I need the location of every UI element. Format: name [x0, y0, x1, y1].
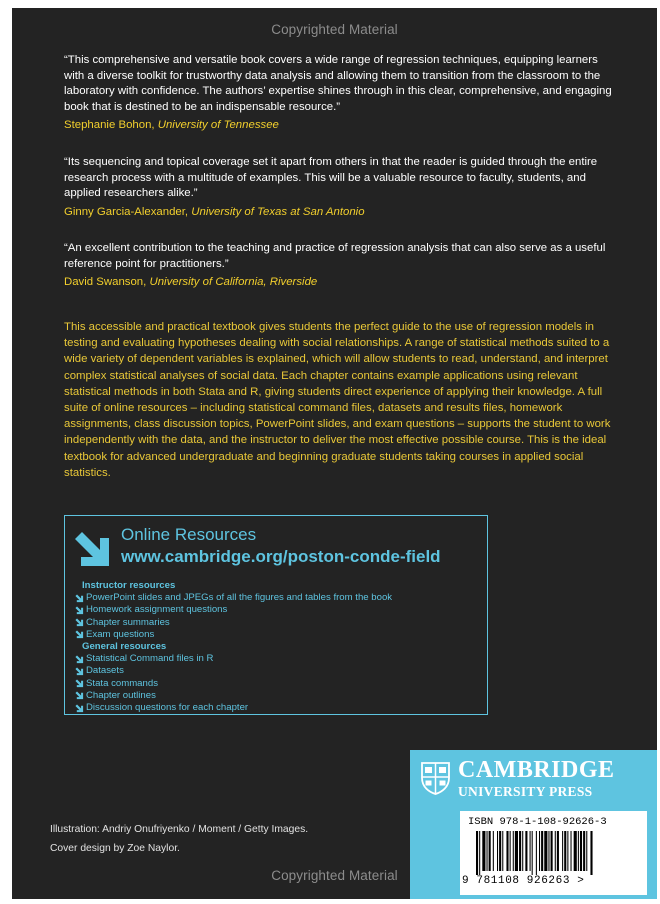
- arrow-down-right-icon: [73, 530, 113, 570]
- list-item-label: Discussion questions for each chapter: [86, 702, 249, 714]
- barcode-bar: [497, 831, 498, 871]
- barcode-bar: [571, 831, 572, 871]
- barcode-bar: [499, 831, 501, 871]
- list-item-label: Statistical Command files in R: [86, 653, 214, 665]
- barcode-bar: [489, 831, 491, 871]
- barcode-bar: [515, 831, 518, 871]
- mini-arrow-down-right-icon: [75, 691, 84, 700]
- list-item: [75, 702, 475, 714]
- author-institution: University of Texas at San Antonio: [191, 205, 365, 218]
- watermark-top: Copyrighted Material: [271, 22, 398, 37]
- online-resources-url[interactable]: www.cambridge.org/poston-conde-field: [121, 547, 441, 566]
- design-credit: Cover design by Zoe Naylor.: [50, 843, 180, 854]
- cambridge-shield-icon: [420, 761, 451, 795]
- back-cover: [12, 8, 657, 899]
- mini-arrow-down-right-icon: [75, 594, 84, 603]
- list-item-label: Datasets: [86, 665, 124, 677]
- barcode-bar: [551, 831, 553, 871]
- online-resources-box: [64, 515, 488, 715]
- list-item: [75, 653, 475, 665]
- barcode-bar: [519, 831, 521, 871]
- barcode-bar: [539, 831, 540, 871]
- author-institution: University of California, Riverside: [149, 276, 318, 289]
- list-item-label: PowerPoint slides and JPEGs of all the figures and tables from the book: [86, 592, 393, 604]
- barcode-bar: [564, 831, 566, 871]
- publisher-subtitle: UNIVERSITY PRESS: [458, 784, 593, 799]
- barcode-bar: [548, 831, 549, 871]
- quote-text: “An excellent contribution to the teaching and practice of regression analysis that can also serve as a useful reference point for practitioners.”: [64, 242, 606, 270]
- barcode-bar: [567, 831, 568, 871]
- author-institution: University of Tennessee: [157, 119, 279, 132]
- barcode-bar: [562, 831, 563, 871]
- barcode-bar: [502, 831, 503, 871]
- endorsement-quote: [64, 241, 612, 291]
- barcode-bar: [525, 831, 527, 871]
- mini-arrow-down-right-icon: [75, 630, 84, 639]
- barcode-bar: [541, 831, 543, 871]
- quote-text: “This comprehensive and versatile book covers a wide range of regression techniques, equipping learners with a diverse toolkit for trustworthy data analysis and allowing them to transition from the classroom to the laboratory with confidence. The authors’ expertise shines through in this clear, comprehensive, and engaging book that is destined to be an indispensable resource.”: [64, 54, 612, 113]
- resource-list: [75, 580, 475, 714]
- quote-text: “Its sequencing and topical coverage set it apart from others in that the reader is guided through the entire research process with a multitude of examples. This will be a valuable resource to faculty, students, and applied researchers alike.”: [64, 156, 598, 200]
- list-item-label: Exam questions: [86, 628, 155, 640]
- cover-credits: [50, 820, 308, 858]
- mini-arrow-down-right-icon: [75, 667, 84, 676]
- barcode-digits: 9 781108 926263 >: [462, 875, 585, 887]
- mini-arrow-down-right-icon: [75, 679, 84, 688]
- barcode-bar: [530, 831, 531, 871]
- endorsement-quote: [64, 155, 612, 220]
- barcode-bar: [580, 831, 582, 871]
- mini-arrow-down-right-icon: [75, 618, 84, 627]
- list-item-label: Chapter outlines: [86, 689, 156, 701]
- watermark-bottom: Copyrighted Material: [271, 868, 398, 883]
- barcode-bar: [555, 831, 556, 871]
- barcode-bar: [482, 831, 485, 871]
- book-description: This accessible and practical textbook gives students the perfect guide to the use of regression models in testing and evaluating hypotheses dealing with social relationships. A range of statistical methods suited to a wide variety of dependent variables is explained, which will allow students to read, understand, and interpret complex statistical analyses of social data. Each chapter contains example applications using relevant statistical methods in both Stata and R, giving students direct experience of applying their knowledge. A full suite of online resources – including statistical command files, datasets and results files, homework assignments, class discussion topics, PowerPoint slides, and exam questions – supports the student to work independently with the data, and the instructor to deliver the most effective possible course. This is the ideal textbook for advanced undergraduate and beginning graduate students taking courses in applied social statistics.: [64, 321, 611, 479]
- list-item: [75, 690, 475, 702]
- barcode-bar: [578, 831, 579, 871]
- barcode-bar: [487, 831, 488, 871]
- barcode-bar: [557, 831, 559, 871]
- author-name: Stephanie Bohon,: [64, 119, 158, 132]
- instructor-resources-heading: Instructor resources: [82, 580, 176, 591]
- author-name: David Swanson,: [64, 276, 150, 289]
- quote-author: [64, 275, 612, 291]
- barcode-bar: [586, 831, 587, 871]
- barcode-bar: [544, 831, 547, 871]
- barcode-bar: [493, 831, 494, 871]
- endorsement-quote: [64, 53, 612, 134]
- quote-author: [64, 205, 612, 221]
- list-item: [75, 592, 475, 604]
- list-item-label: Stata commands: [86, 677, 158, 689]
- barcode-bar: [513, 831, 514, 871]
- list-item: [75, 617, 475, 629]
- mini-arrow-down-right-icon: [75, 606, 84, 615]
- online-resources-title: Online Resources: [121, 525, 257, 544]
- publisher-name: CAMBRIDGE: [458, 757, 615, 783]
- barcode-bar: [574, 831, 577, 871]
- list-item: [75, 604, 475, 616]
- list-item-label: Homework assignment questions: [86, 604, 228, 616]
- general-resources-heading: General resources: [82, 641, 167, 653]
- list-item: [75, 629, 475, 641]
- barcode-bar: [506, 831, 508, 871]
- list-item: [75, 678, 475, 690]
- isbn-label: ISBN 978-1-108-92626-3: [468, 816, 607, 828]
- illustration-credit: Illustration: Andriy Onufriyenko / Moment / Getty Images.: [50, 824, 309, 835]
- list-item: [75, 665, 475, 677]
- mini-arrow-down-right-icon: [75, 655, 84, 664]
- barcode-bar: [522, 831, 523, 871]
- list-item-label: Chapter summaries: [86, 616, 170, 628]
- barcode-bar: [510, 831, 511, 871]
- quote-author: [64, 118, 612, 134]
- barcode-bar: [583, 831, 585, 871]
- author-name: Ginny Garcia-Alexander,: [64, 205, 192, 218]
- mini-arrow-down-right-icon: [75, 704, 84, 713]
